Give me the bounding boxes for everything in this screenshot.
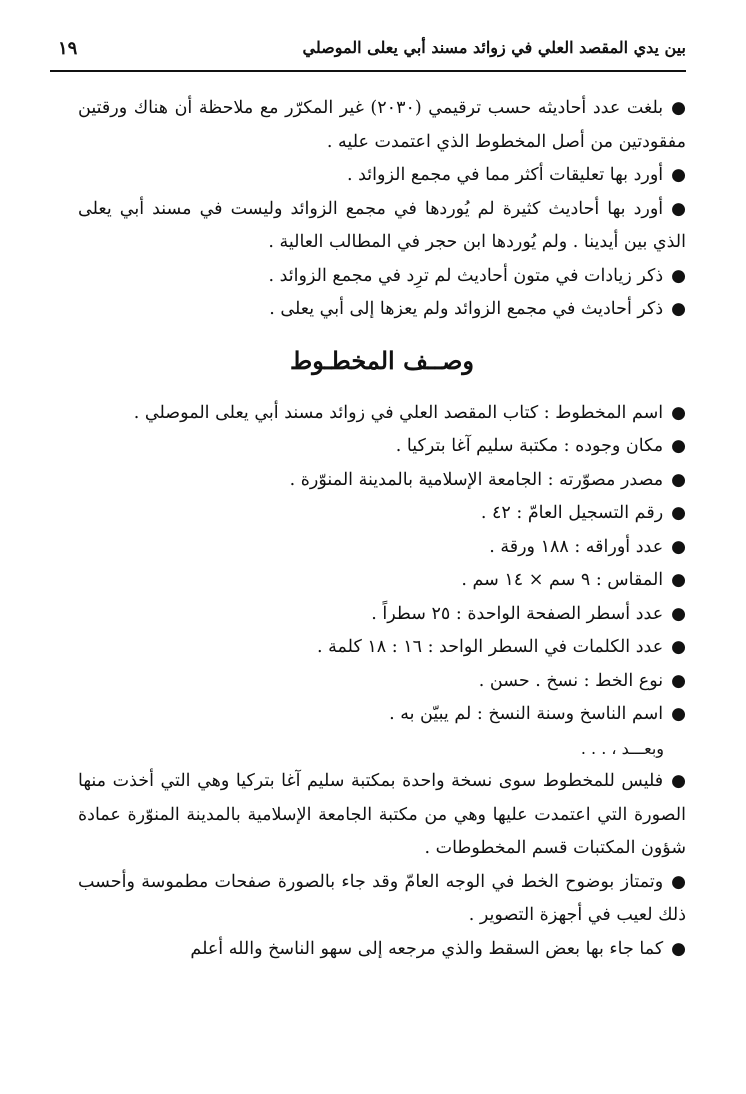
list-item: ● أورد بها تعليقات أكثر مما في مجمع الزوائد . [78,159,686,193]
list-item: ● بلغت عدد أحاديثه حسب ترقيمي (٢٠٣٠) غير المكرّر مع ملاحظة أن هناك ورقتين مفقودتين من أصل المخطوط الذي اعتمدت عليه . [78,92,686,159]
list-item: ● مكان وجوده : مكتبة سليم آغا بتركيا . [78,430,686,464]
list-item: ● عدد أوراقه : ١٨٨ ورقة . [78,531,686,565]
list-item: ● كما جاء بها بعض السقط والذي مرجعه إلى سهو الناسخ والله أعلم [78,933,686,967]
page-body [78,92,686,966]
list-item: ● نوع الخط : نسخ . حسن . [78,665,686,699]
list-item: ● المقاس : ٩ سم × ١٤ سم . [78,564,686,598]
list-item: ● اسم الناسخ وسنة النسخ : لم يبيّن به . [78,698,686,732]
list-item: ● وتمتاز بوضوح الخط في الوجه العامّ وقد جاء بالصورة صفحات مطموسة وأحسب ذلك لعيب في أجهزة التصوير . [78,866,686,933]
list-item: ● أورد بها أحاديث كثيرة لم يُوردها في مجمع الزوائد وليست في مسند أبي يعلى الذي بين أيدينا . ولم يُوردها ابن حجر في المطالب العالية . [78,193,686,260]
list-item: ● عدد أسطر الصفحة الواحدة : ٢٥ سطراً . [78,598,686,632]
list-item: ● اسم المخطوط : كتاب المقصد العلي في زوائد مسند أبي يعلى الموصلي . [78,397,686,431]
transition-phrase: وبعـــد ، . . . [580,738,664,758]
list-item: ● ذكر زيادات في متون أحاديث لم ترِد في مجمع الزوائد . [78,260,686,294]
section-heading: وصــف المخطـوط [290,345,474,375]
page-number: ١٩ [58,38,78,59]
list-item: ● فليس للمخطوط سوى نسخة واحدة بمكتبة سليم آغا بتركيا وهي التي أخذت منها الصورة التي اعتمدت عليها وهي من مكتبة الجامعة الإسلامية بالمدينة المنوّرة عمادة شؤون المكتبات قسم المخطوطات . [78,765,686,866]
list-item: ● رقم التسجيل العامّ : ٤٢ . [78,497,686,531]
header-title: بين يدي المقصد العلي في زوائد مسند أبي يعلى الموصلي [302,38,686,57]
list-item: ● مصدر مصوّرته : الجامعة الإسلامية بالمدينة المنوّرة . [78,464,686,498]
list-item: ● عدد الكلمات في السطر الواحد : ١٦ : ١٨ كلمة . [78,631,686,665]
running-header [50,36,686,72]
list-item: ● ذكر أحاديث في مجمع الزوائد ولم يعزها إلى أبي يعلى . [78,293,686,327]
